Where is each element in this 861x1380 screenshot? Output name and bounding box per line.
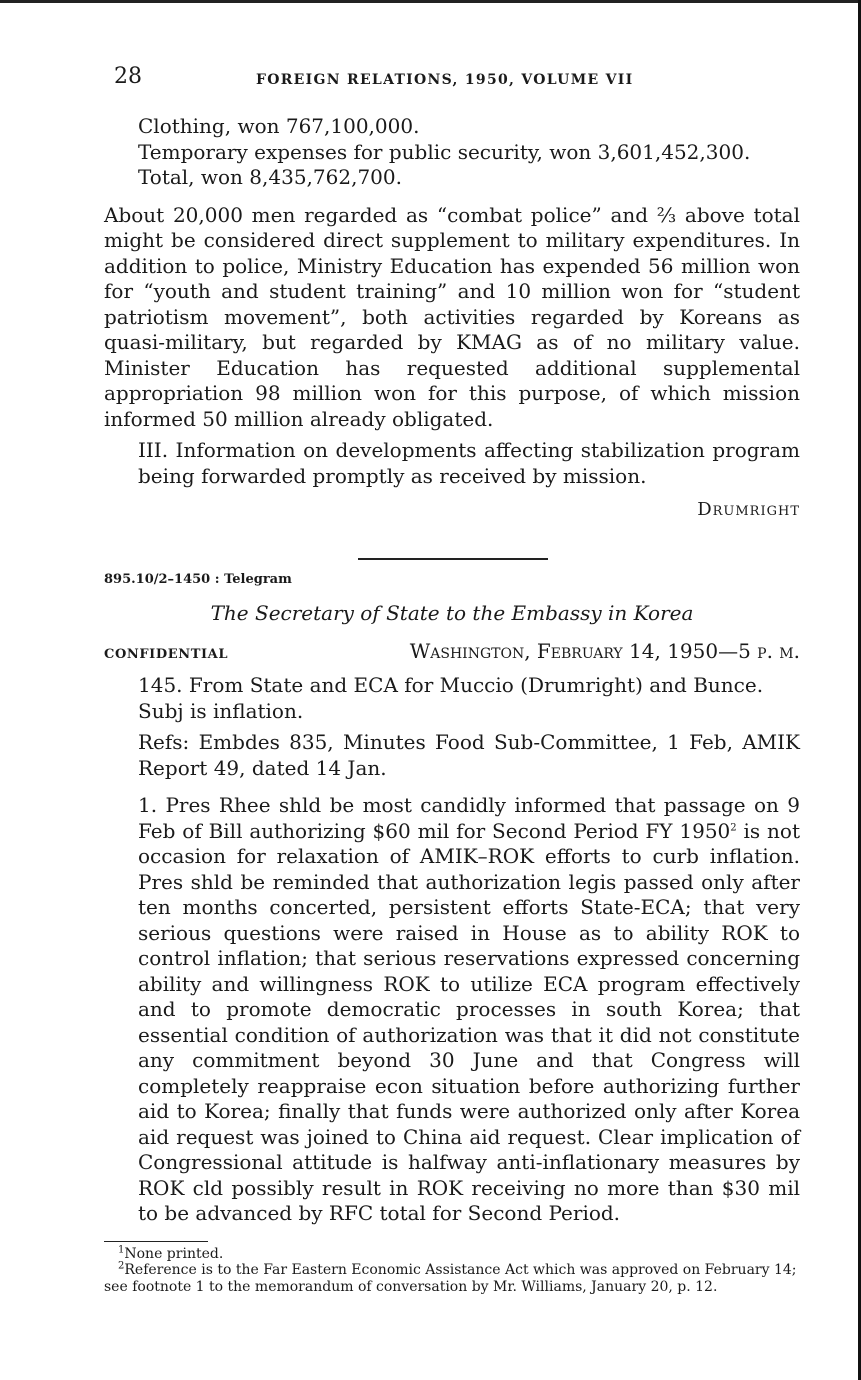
document-title: The Secretary of State to the Embassy in Korea	[210, 601, 694, 625]
list-item: Temporary expenses for public security, won 3,601,452,300.	[138, 139, 751, 164]
expense-list	[104, 114, 800, 191]
section-divider	[358, 558, 548, 560]
running-title: FOREIGN RELATIONS, 1950, VOLUME VII	[256, 72, 634, 88]
dateline-row	[104, 639, 800, 663]
point-1	[104, 793, 800, 1227]
list-item: Clothing, won 767,100,000.	[138, 114, 420, 138]
list-item: Total, won 8,435,762,700.	[138, 165, 402, 189]
point-1-part-a: 1. Pres Rhee shld be most candidly informed that passage on 9 Feb of Bill authorizing $60 mil for Second Period FY 1950	[138, 793, 800, 843]
document-page	[104, 60, 800, 1295]
footnote-mark-2: 2	[118, 1260, 125, 1272]
footnote-2-text: Reference is to the Far Eastern Economic Assistance Act which was approved on February 14; see footnote 1 to the memorandum of conversation by Mr. Williams, January 20, p. 12.	[104, 1262, 797, 1295]
footnote-2	[104, 1262, 800, 1295]
document-id: 895.10/2–1450 : Telegram	[104, 572, 292, 587]
page-number: 28	[114, 64, 142, 89]
footnote-1-text: None printed.	[124, 1245, 224, 1262]
footnote-ref-2: 2	[730, 821, 737, 833]
dateline: Washington, February 14, 1950—5 p. m.	[409, 639, 800, 663]
classification: CONFIDENTIAL	[104, 647, 229, 662]
message-intro: 145. From State and ECA for Muccio (Drumright) and Bunce. Subj is inflation.	[138, 673, 764, 723]
paragraph-combat-police: About 20,000 men regarded as “combat police” and ⅔ above total might be considered direct supplement to military expenditures. In addition to police, Ministry Education has expended 56 million won for “youth and student training” and 10 million won for “student patriotism movement”, both activities regarded by Koreans as quasi-military, but regarded by KMAG as of no military value. Minister Education has requested additional supplemental appropriation 98 million won for this purpose, of which mission informed 50 million already obligated.	[104, 202, 800, 431]
paragraph-stabilization: III. Information on developments affecting stabilization program being forwarded promptly as received by mission.	[138, 438, 800, 488]
footnote-mark-1: 1	[118, 1243, 125, 1255]
point-1-part-b: is not occasion for relaxation of AMIK–ROK efforts to curb inflation. Pres shld be reminded that authorization legis passed only after ten months concerted, persistent efforts State-ECA; that very serious questions were raised in House as to ability ROK to control inflation; that serious reservations expressed concerning ability and willingness ROK to utilize ECA program effectively and to promote democratic processes in south Korea; that essential condition of authorization was that it did not constitute any commitment beyond 30 June and that Congress will completely reappraise econ situation before authorizing further aid to Korea; finally that funds were authorized only after Korea aid request was joined to China aid request. Clear implication of Congressional attitude is halfway anti-inflationary measures by ROK cld possibly result in ROK receiving no more than $30 mil to be advanced by RFC total for Second Period.	[138, 818, 800, 1225]
references: Refs: Embdes 835, Minutes Food Sub-Committee, 1 Feb, AMIK Report 49, dated 14 Jan.	[138, 730, 800, 780]
page-header	[104, 60, 800, 96]
footnote-rule	[104, 1241, 208, 1242]
signature: Drumright	[697, 499, 800, 520]
footnote-1	[104, 1243, 800, 1263]
